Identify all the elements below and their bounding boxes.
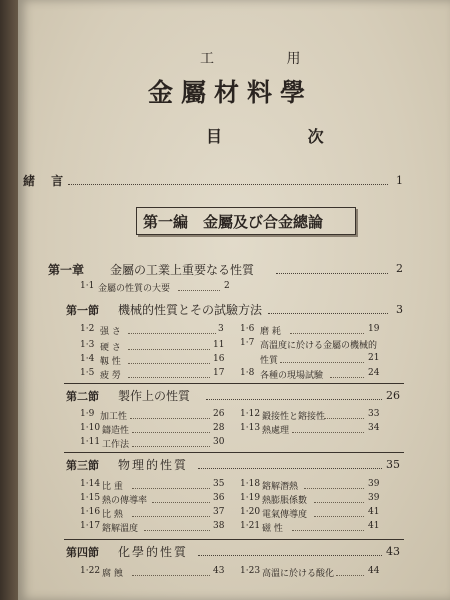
- entry-page: 37: [213, 507, 225, 517]
- entry-title: 金屬の性質の大要: [98, 284, 171, 294]
- entry-leader: [280, 362, 364, 363]
- entry-leader: [128, 377, 210, 378]
- entry-number: 1·3: [80, 340, 95, 350]
- entry-page: 43: [213, 566, 225, 576]
- entry-title: 腐 蝕: [102, 569, 123, 579]
- section-rule: [64, 539, 404, 540]
- entry-page: 19: [368, 324, 380, 334]
- section-page: 43: [386, 545, 400, 558]
- entry-page: 2: [224, 281, 230, 291]
- section-title: 物理的性質: [118, 458, 189, 472]
- entry-page: 36: [213, 493, 225, 503]
- entry-page: 11: [213, 340, 225, 350]
- entry-number: 1·6: [240, 324, 255, 334]
- intro-page: 1: [396, 174, 403, 187]
- chapter-number: 第一章: [48, 263, 85, 277]
- section-number: 第二節: [66, 390, 99, 403]
- section-number: 第四節: [66, 546, 99, 559]
- intro-leader: [68, 184, 388, 185]
- entry-title: 熱の傳導率: [102, 496, 148, 506]
- entry-title: 鍛接性と鎔接性: [262, 412, 326, 422]
- entry-page: 16: [213, 354, 225, 364]
- entry-title: 鎔解潛熱: [262, 482, 299, 492]
- entry-title: 加工性: [100, 412, 128, 422]
- entry-title: 各種の現場試驗: [260, 371, 324, 381]
- entry-leader: [304, 488, 364, 489]
- chapter-page: 2: [396, 262, 403, 275]
- entry-number: 1·23: [240, 566, 261, 576]
- entry-page: 39: [368, 479, 380, 489]
- entry-title: 熱處理: [262, 426, 290, 436]
- section-leader: [198, 555, 382, 556]
- entry-page: 38: [213, 521, 225, 531]
- book-title: 金屬材料學: [148, 78, 314, 107]
- entry-page: 26: [213, 409, 225, 419]
- entry-title: 工作法: [102, 440, 130, 450]
- entry-number: 1·1: [80, 281, 95, 291]
- section-leader: [268, 313, 388, 314]
- entry-title: 鑄造性: [102, 426, 130, 436]
- entry-leader: [128, 363, 210, 364]
- entry-title: 磨 耗: [260, 327, 281, 337]
- section-title: 製作上の性質: [118, 389, 191, 403]
- entry-number: 1·22: [80, 566, 101, 576]
- entry-title: 鎔解溫度: [102, 524, 139, 534]
- entry-number: 1·7: [240, 338, 255, 348]
- entry-number: 1·2: [80, 324, 95, 334]
- entry-number: 1·8: [240, 368, 255, 378]
- chapter-title: 金屬の工業上重要なる性質: [110, 263, 255, 277]
- section-title: 機械的性質とその試驗方法: [118, 303, 263, 317]
- entry-page: 34: [368, 423, 380, 433]
- entry-title: 硬 さ: [100, 343, 121, 353]
- entry-page: 21: [368, 353, 380, 363]
- entry-leader: [144, 530, 210, 531]
- entry-title: 性質: [260, 356, 279, 366]
- entry-leader: [128, 349, 210, 350]
- entry-page: 24: [368, 368, 380, 378]
- entry-page: 39: [368, 493, 380, 503]
- entry-page: 41: [368, 521, 380, 531]
- section-rule: [64, 452, 404, 453]
- entry-number: 1·20: [240, 507, 261, 517]
- entry-title: 比 重: [102, 482, 123, 492]
- entry-page: 30: [213, 437, 225, 447]
- entry-title: 熱膨脹係數: [262, 496, 308, 506]
- intro-label: 緒 言: [23, 174, 70, 188]
- entry-number: 1·10: [80, 423, 101, 433]
- entry-page: 28: [213, 423, 225, 433]
- book-page: [18, 0, 450, 600]
- entry-page: 17: [213, 368, 225, 378]
- book-subtitle: 工 用: [200, 51, 335, 67]
- section-page: 26: [386, 389, 400, 402]
- entry-leader: [128, 333, 216, 334]
- entry-title: 比 熱: [102, 510, 123, 520]
- section-leader: [198, 468, 382, 469]
- part-heading: 第一編 金屬及び合金總論: [143, 213, 324, 231]
- entry-number: 1·19: [240, 493, 261, 503]
- entry-leader: [132, 432, 210, 433]
- entry-leader: [314, 502, 364, 503]
- entry-leader: [132, 488, 210, 489]
- section-rule: [64, 383, 404, 384]
- section-page: 3: [396, 303, 403, 316]
- entry-page: 33: [368, 409, 380, 419]
- entry-leader: [130, 418, 210, 419]
- entry-leader: [178, 290, 220, 291]
- entry-leader: [132, 575, 210, 576]
- section-page: 35: [386, 458, 400, 471]
- entry-number: 1·21: [240, 521, 261, 531]
- entry-leader: [330, 377, 364, 378]
- entry-title: 靱 性: [100, 357, 121, 367]
- entry-title: 疲 勞: [100, 371, 121, 381]
- entry-page: 41: [368, 507, 380, 517]
- entry-leader: [132, 516, 210, 517]
- entry-number: 1·15: [80, 493, 101, 503]
- entry-number: 1·9: [80, 409, 95, 419]
- entry-number: 1·14: [80, 479, 101, 489]
- chapter-leader: [276, 273, 388, 274]
- section-number: 第三節: [66, 459, 99, 472]
- section-leader: [206, 399, 382, 400]
- entry-leader: [314, 516, 364, 517]
- entry-number: 1·18: [240, 479, 261, 489]
- entry-page: 3: [218, 324, 224, 334]
- entry-title: 電氣傳導度: [262, 510, 308, 520]
- entry-number: 1·17: [80, 521, 101, 531]
- entry-title: 强 さ: [100, 327, 121, 337]
- entry-page: 44: [368, 566, 380, 576]
- entry-title: 磁 性: [262, 524, 283, 534]
- entry-leader: [292, 530, 364, 531]
- entry-number: 1·12: [240, 409, 261, 419]
- entry-number: 1·11: [80, 437, 101, 447]
- toc-heading: 目 次: [206, 127, 364, 146]
- entry-number: 1·16: [80, 507, 101, 517]
- section-number: 第一節: [66, 304, 99, 317]
- entry-leader: [132, 446, 210, 447]
- entry-number: 1·13: [240, 423, 261, 433]
- entry-number: 1·5: [80, 368, 95, 378]
- entry-leader: [290, 333, 364, 334]
- entry-leader: [292, 432, 364, 433]
- entry-leader: [152, 502, 210, 503]
- entry-number: 1·4: [80, 354, 95, 364]
- entry-leader: [324, 418, 364, 419]
- section-title: 化學的性質: [118, 545, 189, 559]
- entry-page: 35: [213, 479, 225, 489]
- entry-title: 高溫に於ける酸化: [262, 569, 335, 579]
- entry-title: 高溫度に於ける金屬の機械的: [260, 341, 378, 351]
- entry-leader: [336, 575, 364, 576]
